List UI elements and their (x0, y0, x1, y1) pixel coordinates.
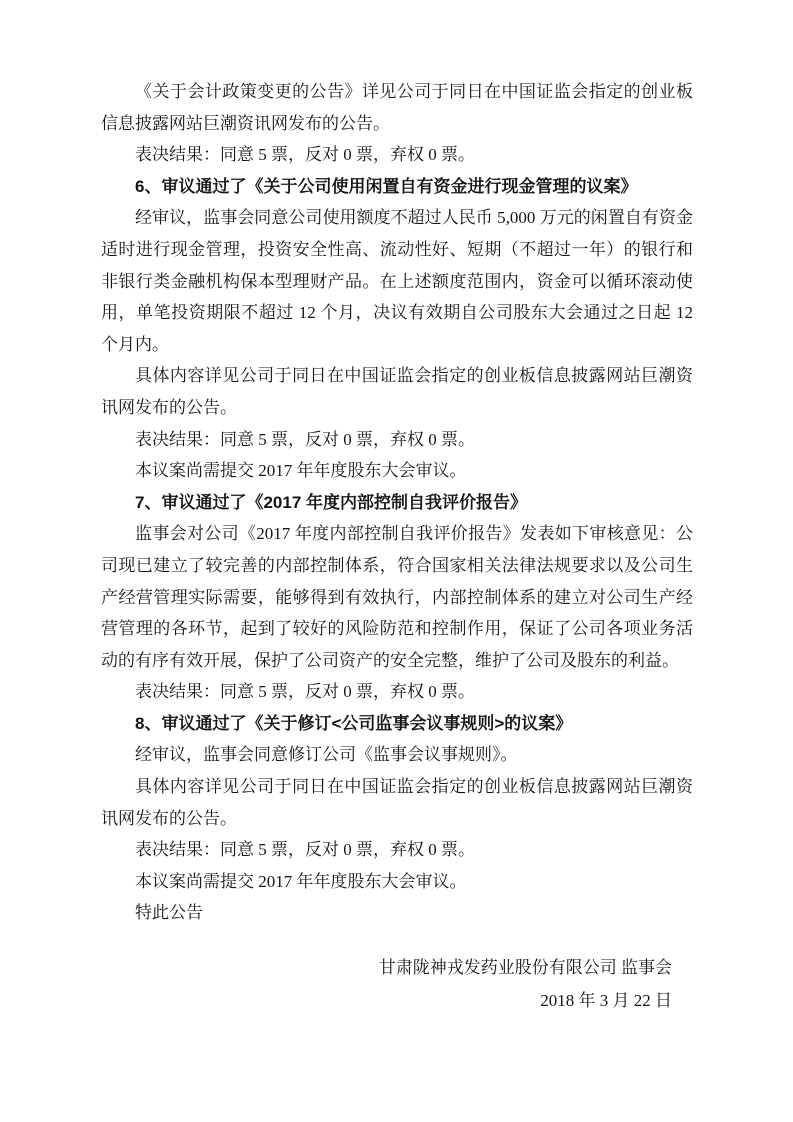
paragraph: 《关于会计政策变更的公告》详见公司于同日在中国证监会指定的创业板信息披露网站巨潮资讯网发布的公告。 (101, 82, 693, 133)
paragraph: 表决结果：同意 5 票，反对 0 票，弃权 0 票。 (135, 429, 475, 449)
paragraph: 具体内容详见公司于同日在中国证监会指定的创业板信息披露网站巨潮资讯网发布的公告。 (101, 366, 693, 417)
paragraph: 具体内容详见公司于同日在中国证监会指定的创业板信息披露网站巨潮资讯网发布的公告。 (101, 777, 693, 828)
paragraph: 特此公告 (135, 903, 203, 923)
signature-date: 2018 年 3 月 22 日 (540, 991, 672, 1010)
paragraph: 经审议，监事会同意修订公司《监事会议事规则》。 (135, 745, 518, 765)
document-body (101, 76, 693, 929)
paragraph: 表决结果：同意 5 票，反对 0 票，弃权 0 票。 (135, 682, 475, 702)
paragraph: 本议案尚需提交 2017 年年度股东大会审议。 (135, 461, 467, 481)
paragraph: 本议案尚需提交 2017 年年度股东大会审议。 (135, 871, 467, 891)
paragraph: 表决结果：同意 5 票，反对 0 票，弃权 0 票。 (135, 840, 475, 860)
signature-company: 甘肃陇神戎发药业股份有限公司 监事会 (378, 958, 672, 977)
section-heading: 6、审议通过了《关于公司使用闲置自有资金进行现金管理的议案》 (135, 176, 638, 196)
section-heading: 8、审议通过了《关于修订<公司监事会议事规则>的议案》 (135, 713, 573, 733)
section-heading: 7、审议通过了《2017 年度内部控制自我评价报告》 (135, 492, 527, 512)
signature-block (379, 951, 672, 1017)
paragraph: 监事会对公司《2017 年度内部控制自我评价报告》发表如下审核意见：公司现已建立了较完善的内部控制体系，符合国家相关法律法规要求以及公司生产经营管理实际需要，能够得到有效执行，内部控制体系的建立对公司生产经营管理的各环节，起到了较好的风险防范和控制作用，保证了公司各项业务活动的有序有效开展，保护了公司资产的安全完整，维护了公司及股东的利益。 (101, 524, 693, 670)
paragraph: 表决结果：同意 5 票，反对 0 票，弃权 0 票。 (135, 145, 475, 165)
paragraph: 经审议，监事会同意公司使用额度不超过人民币 5,000 万元的闲置自有资金适时进行现金管理，投资安全性高、流动性好、短期（不超过一年）的银行和非银行类金融机构保本型理财产品。在上述额度范围内，资金可以循环滚动使用，单笔投资期限不超过 12 个月，决议有效期自公司股东大会通过之日起 12 个月内。 (101, 208, 693, 354)
